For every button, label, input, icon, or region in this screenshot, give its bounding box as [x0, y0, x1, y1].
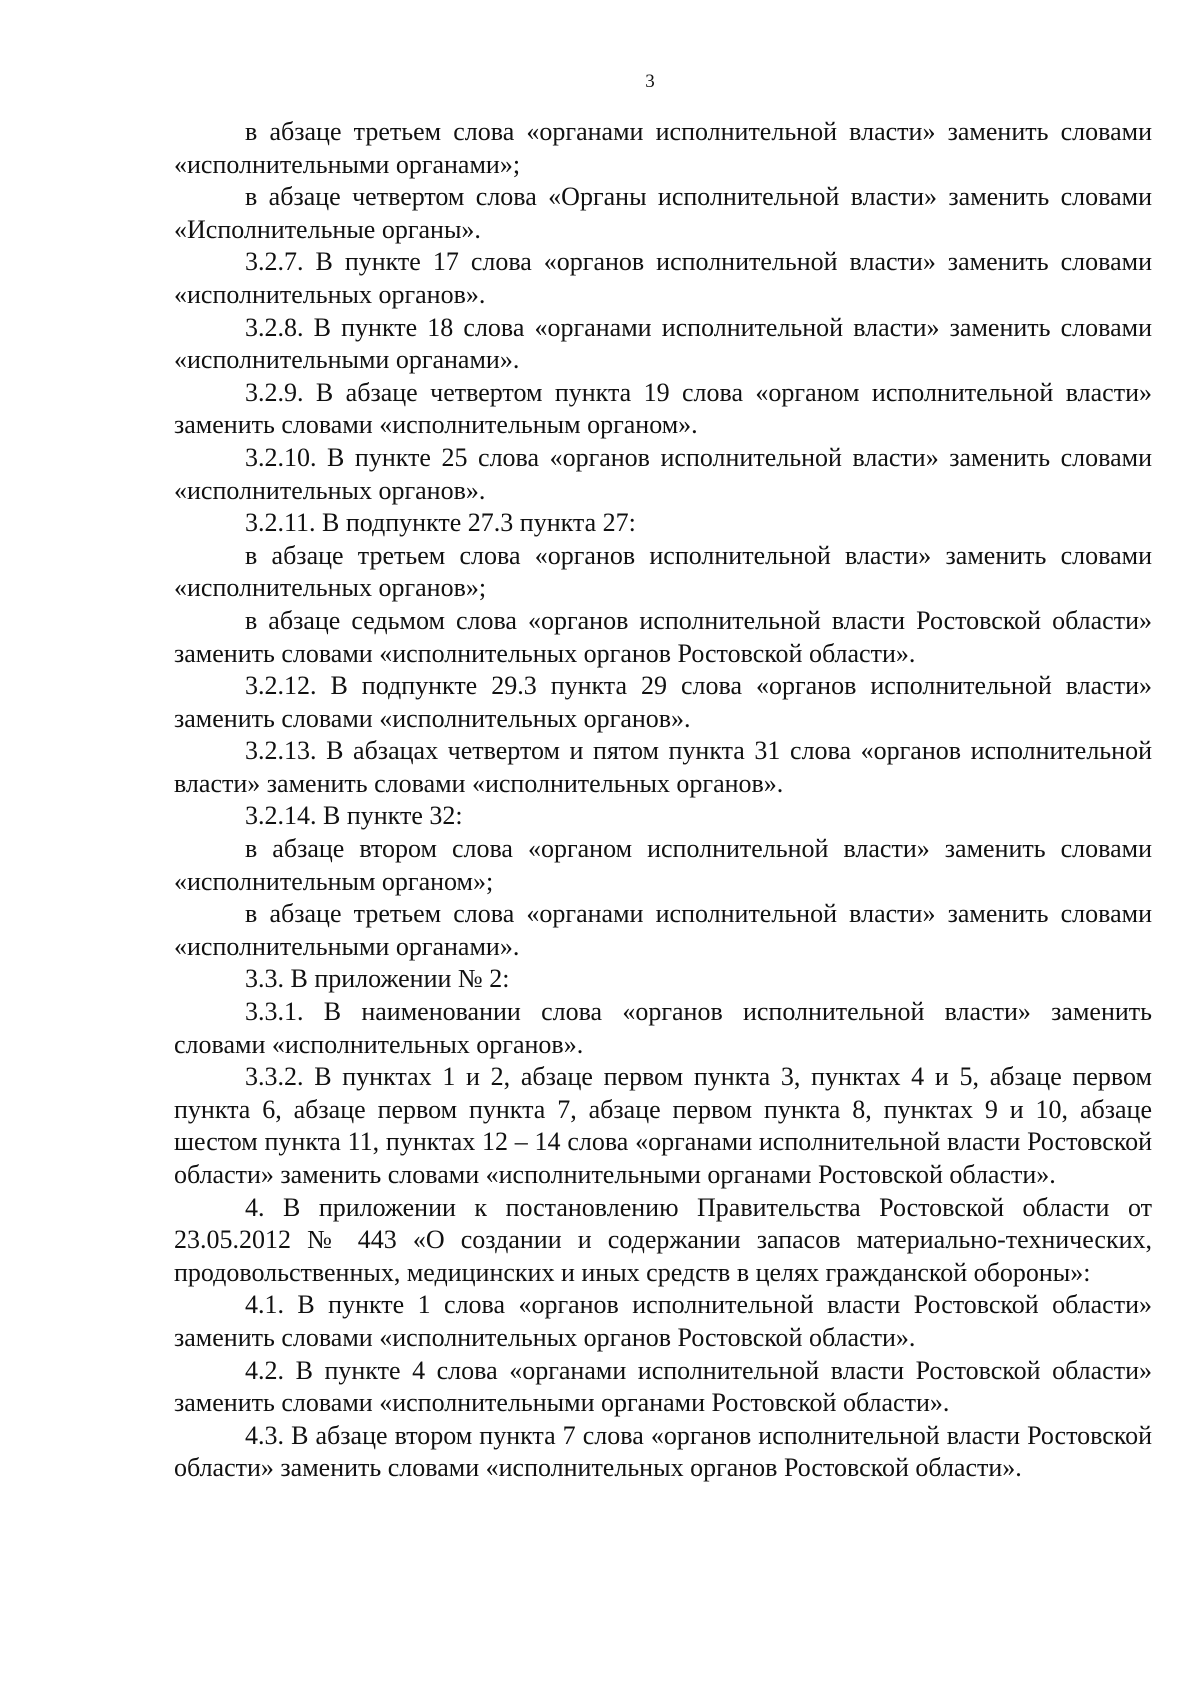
- paragraph: 3.2.8. В пункте 18 слова «органами исполнительной власти» заменить словами «исполнительными органами».: [174, 312, 1152, 375]
- paragraph: в абзаце третьем слова «органов исполнительной власти» заменить словами «исполнительных органов»;: [174, 540, 1152, 603]
- paragraph: 3.3. В приложении № 2:: [245, 964, 510, 994]
- paragraph: 4. В приложении к постановлению Правительства Ростовской области от 23.05.2012 № 443 «О создании и содержании запасов материально-технических, продовольственных, медицинских и иных средств в целях гражданской обороны»:: [174, 1192, 1152, 1287]
- paragraph: 3.2.13. В абзацах четвертом и пятом пункта 31 слова «органов исполнительной власти» заменить словами «исполнительных органов».: [174, 736, 1152, 798]
- paragraph: в абзаце втором слова «органом исполнительной власти» заменить словами «исполнительным органом»;: [174, 834, 1152, 896]
- paragraph: 3.3.1. В наименовании слова «органов исполнительной власти» заменить словами «исполнительных органов».: [174, 997, 1152, 1059]
- paragraph: 3.2.9. В абзаце четвертом пункта 19 слова «органом исполнительной власти» заменить словами «исполнительным органом».: [174, 377, 1152, 440]
- paragraph: 3.2.11. В подпункте 27.3 пункта 27:: [245, 508, 636, 538]
- paragraph: 4.1. В пункте 1 слова «органов исполнительной власти Ростовской области» заменить словами «исполнительных органов Ростовской области».: [174, 1290, 1152, 1352]
- page-number: 3: [645, 71, 655, 92]
- paragraph: в абзаце третьем слова «органами исполнительной власти» заменить словами «исполнительными органами»;: [174, 117, 1152, 179]
- paragraph: 3.2.14. В пункте 32:: [245, 801, 463, 831]
- paragraph: в абзаце четвертом слова «Органы исполнительной власти» заменить словами «Исполнительные органы».: [174, 182, 1152, 244]
- paragraph: 3.2.10. В пункте 25 слова «органов исполнительной власти» заменить словами «исполнительных органов».: [174, 442, 1152, 505]
- paragraph: 3.3.2. В пунктах 1 и 2, абзаце первом пункта 3, пунктах 4 и 5, абзаце первом пункта 6, абзаце первом пункта 7, абзаце первом пункта 8, пунктах 9 и 10, абзаце шестом пункта 11, пунктах 12 – 14 слова «органами исполнительной власти Ростовской области» заменить словами «исполнительными органами Ростовской области».: [174, 1062, 1152, 1189]
- paragraph: 4.3. В абзаце втором пункта 7 слова «органов исполнительной власти Ростовской области» заменить словами «исполнительных органов Ростовской области».: [174, 1420, 1152, 1483]
- paragraph: 3.2.12. В подпункте 29.3 пункта 29 слова «органов исполнительной власти» заменить словами «исполнительных органов».: [174, 671, 1152, 733]
- paragraph: в абзаце седьмом слова «органов исполнительной власти Ростовской области» заменить словами «исполнительных органов Ростовской области».: [174, 605, 1152, 668]
- paragraph: 4.2. В пункте 4 слова «органами исполнительной власти Ростовской области» заменить словами «исполнительными органами Ростовской области».: [174, 1355, 1152, 1418]
- document-body: [174, 116, 1152, 1485]
- paragraph: в абзаце третьем слова «органами исполнительной власти» заменить словами «исполнительными органами».: [174, 899, 1152, 961]
- paragraph: 3.2.7. В пункте 17 слова «органов исполнительной власти» заменить словами «исполнительных органов».: [174, 247, 1152, 309]
